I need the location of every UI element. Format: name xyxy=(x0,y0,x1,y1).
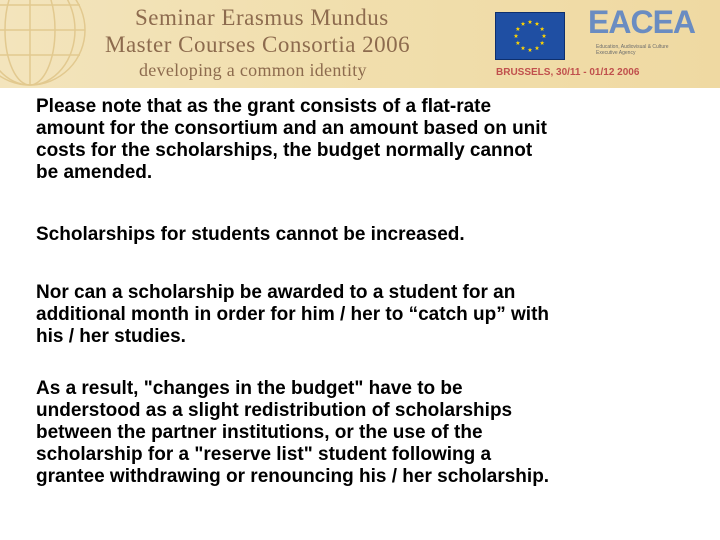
eacea-logo-subtitle xyxy=(596,44,669,56)
title-subtitle: developing a common identity xyxy=(139,60,367,80)
eacea-logo xyxy=(588,4,698,64)
event-date: BRUSSELS, 30/11 - 01/12 2006 xyxy=(496,67,640,78)
paragraph-2: Scholarships for students cannot be increased. xyxy=(36,224,465,245)
eacea-logo-text: EACEA xyxy=(588,4,696,40)
eacea-sub-line-1: Education, Audiovisual & Culture xyxy=(596,44,669,50)
title-line-1: Seminar Erasmus Mundus xyxy=(135,5,389,30)
paragraph-1: Please note that as the grant consists of a flat-rate amount for the consortium and an amount based on unit costs for the scholarships, the budget normally cannot be amended. xyxy=(36,96,547,183)
paragraph-3: Nor can a scholarship be awarded to a student for an additional month in order for him / her to “catch up” with his / her studies. xyxy=(36,282,549,347)
eacea-sub-line-2: Executive Agency xyxy=(596,50,636,56)
title-line-2: Master Courses Consortia 2006 xyxy=(105,32,411,57)
header-banner xyxy=(0,0,720,88)
paragraph-4: As a result, "changes in the budget" have to be understood as a slight redistribution of scholarships between the partner institutions, or the use of the scholarship for a "reserve list" student following a grantee withdrawing or renouncing his / her scholarship. xyxy=(36,378,550,487)
globe-watermark-icon xyxy=(0,0,120,88)
eu-flag-icon xyxy=(495,12,565,60)
